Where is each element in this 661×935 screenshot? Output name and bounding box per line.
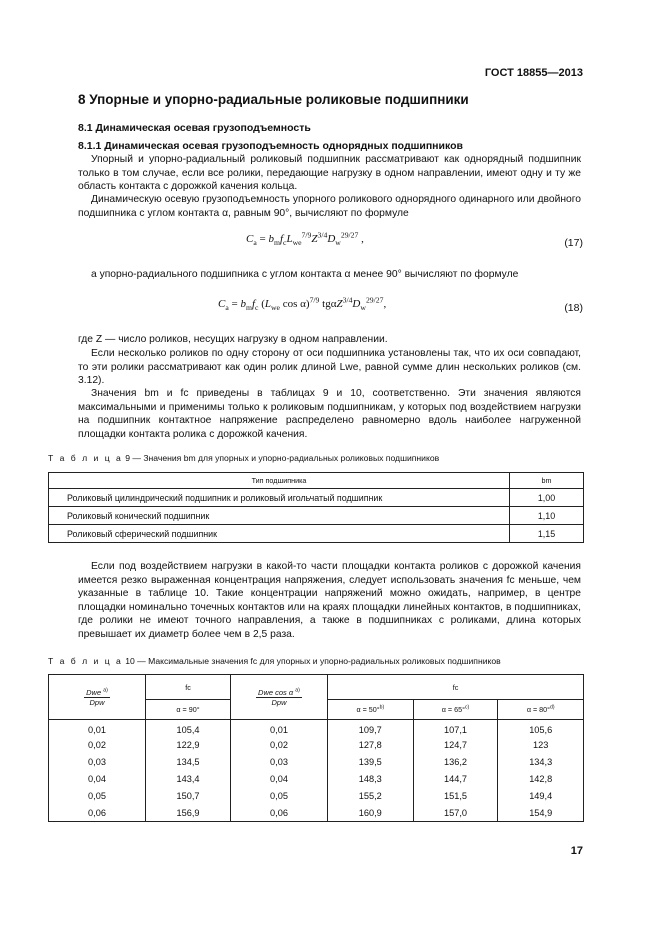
table10-cell: 0,04 [231, 771, 328, 788]
paragraph-7: Если под воздействием нагрузки в какой-то части площадки контакта роликов с дорожкой качения имеется резко выраженная концентрация напряжения, следует использовать значения fc меньше, чем указанные в таблице 10. Такие концентрации напряжений можно ожидать, например, в центре площадки номинально точечных контактов или на краях площадки линейных контактов, в подшипниках, где ролики не имеют точного направления, а также в подшипниках с роликами, длина которых превышает их диаметр более чем в 2,5 раза. [78, 561, 581, 640]
table10-a65-sup: c) [465, 704, 470, 711]
table9-cell-type: Роликовый сферический подшипник [49, 525, 510, 543]
paragraph-5: Если несколько роликов по одну сторону от оси подшипника установлены так, что их оси совпадают, то эти ролики рассматривают как один ролик длиной Lwe, равной сумме длин нескольких роликов (см. 3.12). [78, 348, 581, 387]
table9-caption [48, 453, 439, 463]
formula-17-number: (17) [564, 237, 583, 249]
table10-cell: 0,05 [231, 788, 328, 805]
table10-cell: 0,06 [49, 805, 146, 822]
table10-ratio1-num: Dwe [86, 687, 102, 697]
subsubsection-title: 8.1.1 Динамическая осевая грузоподъемность однорядных подшипников [78, 140, 463, 152]
table10-cell: 0,03 [49, 754, 146, 771]
table10-header-row-1 [49, 675, 584, 700]
table10-cell: 156,9 [146, 805, 231, 822]
table9-header-row [49, 473, 584, 489]
table10-cell: 155,2 [328, 788, 414, 805]
table10-cell: 0,03 [231, 754, 328, 771]
table10-cell: 148,3 [328, 771, 414, 788]
table10-cell: 105,6 [498, 720, 584, 737]
table9-col-type: Тип подшипника [49, 473, 510, 489]
table10-col-fc2: fc [328, 675, 584, 700]
table10-cell: 142,8 [498, 771, 584, 788]
table10-cell: 0,04 [49, 771, 146, 788]
page-number: 17 [570, 845, 583, 857]
table10-cell: 151,5 [413, 788, 498, 805]
table10 [48, 674, 584, 822]
table10-cell: 0,01 [49, 720, 146, 737]
table10-cell: 136,2 [413, 754, 498, 771]
table10-a80-label: α = 80° [526, 705, 551, 714]
table10-cell: 143,4 [146, 771, 231, 788]
table10-cell: 0,06 [231, 805, 328, 822]
paragraph-2: Динамическую осевую грузоподъемность упорного роликового однорядного одинарного или двойного подшипника с углом контакта α, равным 90°, вычисляют по формуле [78, 194, 581, 219]
table-row [49, 788, 584, 805]
table10-cell: 109,7 [328, 720, 414, 737]
table10-cell: 149,4 [498, 788, 584, 805]
table10-caption-text: — Максимальные значения fc для упорных и упорно-радиальных роликовых подшипников [137, 656, 501, 666]
table9-cell-type: Роликовый цилиндрический подшипник и роликовый игольчатый подшипник [49, 489, 510, 507]
table10-cell: 144,7 [413, 771, 498, 788]
table-row [49, 720, 584, 737]
table9-cell-bm: 1,00 [510, 489, 584, 507]
formula-17: $C_a = b_mf_cL_{we}^{7/9}Z^{3/4}D_w^{29/27}$ , [246, 230, 364, 248]
paragraph-3: а упорно-радиального подшипника с углом контакта α менее 90° вычисляют по формуле [91, 269, 519, 280]
paragraph-1: Упорный и упорно-радиальный роликовый подшипник рассматривают как однорядный подшипник только в том случае, если все ролики, передающие нагрузку в одном направлении, имеют одну и ту же область контакта с дорожкой качения кольца. [78, 154, 581, 193]
table-row [49, 771, 584, 788]
table-row [49, 525, 584, 543]
table10-ratio1-den: Dpw [89, 697, 105, 707]
table10-cell: 154,9 [498, 805, 584, 822]
table-row [49, 737, 584, 754]
table10-caption [48, 656, 501, 666]
table10-caption-num: 10 [125, 656, 135, 666]
table9-caption-num: 9 [125, 453, 130, 463]
table10-col-ratio1 [49, 675, 146, 720]
paragraph-6: Значения bm и fc приведены в таблицах 9 и 10, соответственно. Эти значения являются максимальными и применимы только к роликовым подшипникам, у которых под воздействием нагрузки на подшипник контактное напряжение распределено равномерно вдоль наиболее нагруженной площадки контакта ролика с дорожкой качения. [78, 388, 581, 440]
table9-caption-text: — Значения bm для упорных и упорно-радиальных роликовых подшипников [132, 453, 440, 463]
table10-cell: 107,1 [413, 720, 498, 737]
table10-col-ratio2 [231, 675, 328, 720]
table10-body [49, 720, 584, 822]
table10-ratio2-den: Dpw [271, 697, 287, 707]
table10-cell: 124,7 [413, 737, 498, 754]
table10-ratio2-sup: a) [295, 687, 300, 693]
table10-col-fc: fc [146, 675, 231, 700]
table-row [49, 507, 584, 525]
standard-header: ГОСТ 18855—2013 [484, 67, 583, 79]
table9-col-bm: bm [510, 473, 584, 489]
table10-a65-label: α = 65° [441, 705, 465, 714]
table10-col-a50 [328, 700, 414, 720]
section-title: 8 Упорные и упорно-радиальные роликовые подшипники [78, 92, 469, 107]
table10-cell: 160,9 [328, 805, 414, 822]
table9-cell-type: Роликовый конический подшипник [49, 507, 510, 525]
table10-cell: 0,02 [231, 737, 328, 754]
table10-a50-label: α = 50° [356, 705, 380, 714]
formula-18-number: (18) [564, 302, 583, 314]
table10-cell: 122,9 [146, 737, 231, 754]
table10-col-a90: α = 90° [146, 700, 231, 720]
table-row [49, 805, 584, 822]
table-row [49, 754, 584, 771]
table10-cell: 0,05 [49, 788, 146, 805]
table10-cell: 0,02 [49, 737, 146, 754]
table9-cell-bm: 1,10 [510, 507, 584, 525]
table10-ratio1-sup: a) [103, 687, 108, 693]
table10-cell: 134,5 [146, 754, 231, 771]
table10-cell: 134,3 [498, 754, 584, 771]
table10-col-a80 [498, 700, 584, 720]
table-row [49, 489, 584, 507]
table10-cell: 123 [498, 737, 584, 754]
table10-a80-sup: d) [550, 704, 555, 711]
table10-cell: 127,8 [328, 737, 414, 754]
table10-cell: 105,4 [146, 720, 231, 737]
subsection-title: 8.1 Динамическая осевая грузоподъемность [78, 122, 311, 134]
table10-caption-prefix: Т а б л и ц а [48, 656, 123, 666]
table10-cell: 0,01 [231, 720, 328, 737]
table9-caption-prefix: Т а б л и ц а [48, 453, 123, 463]
paragraph-4: где Z — число роликов, несущих нагрузку в одном направлении. [78, 334, 388, 345]
table10-ratio2-num: Dwe cos α [258, 687, 294, 697]
formula-18: $C_a = b_mf_c$ ($L_{we}$ cos α)$^{7/9}$ $tg\alpha Z^{3/4}D_w^{29/27}$, [218, 295, 387, 313]
table9-cell-bm: 1,15 [510, 525, 584, 543]
table9 [48, 472, 584, 543]
table10-col-a65 [413, 700, 498, 720]
table10-a50-sup: b) [379, 704, 385, 711]
table10-cell: 150,7 [146, 788, 231, 805]
table10-cell: 139,5 [328, 754, 414, 771]
table10-cell: 157,0 [413, 805, 498, 822]
